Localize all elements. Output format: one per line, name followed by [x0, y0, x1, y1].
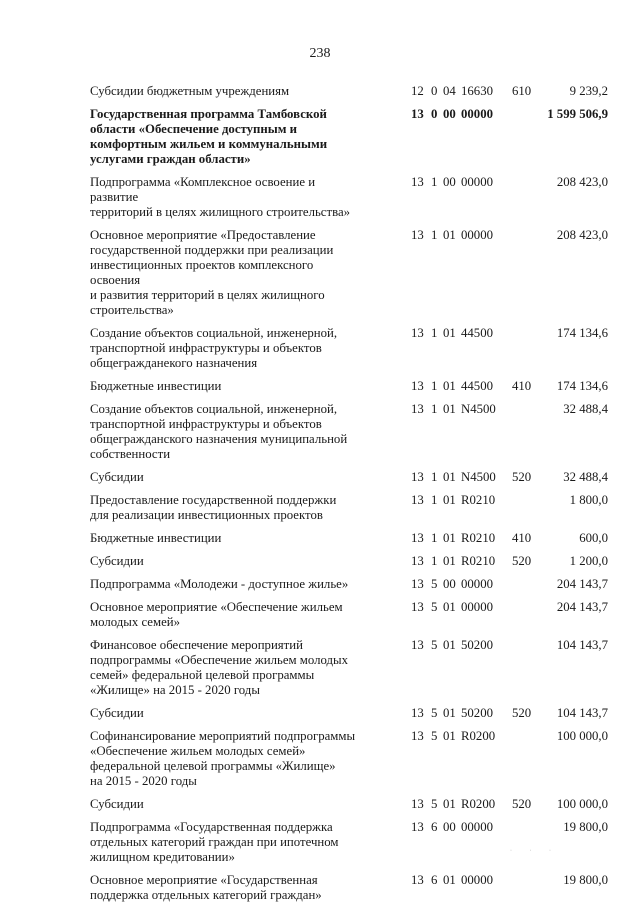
code-measure: 01 — [443, 554, 456, 568]
row-name: Государственная программа Тамбовской области «Обеспечение доступным и комфортным жильем и коммунальными услугами граждан области» — [90, 107, 328, 166]
code-subprogram: 6 — [431, 873, 438, 887]
budget-row — [90, 706, 608, 721]
code-measure: 01 — [443, 797, 456, 811]
code-expense-type: 610 — [512, 84, 532, 98]
row-code — [411, 107, 540, 122]
code-measure: 01 — [443, 470, 456, 484]
code-direction: 00000 — [461, 600, 493, 614]
row-name: Создание объектов социальной, инженерной, транспортной инфраструктуры и объектов общегражданского назначения муниципальной собственности — [90, 402, 348, 461]
row-amount: 32 488,4 — [563, 470, 608, 484]
code-program: 13 — [411, 493, 424, 507]
budget-row — [90, 379, 608, 394]
row-name: Подпрограмма «Молодежи - доступное жилье» — [90, 577, 349, 591]
code-direction: 44500 — [461, 379, 493, 393]
row-code — [411, 228, 540, 243]
row-name: Субсидии бюджетным учреждениям — [90, 84, 290, 98]
budget-row — [90, 326, 608, 371]
budget-row — [90, 175, 608, 220]
row-code — [411, 638, 540, 653]
row-name: Субсидии — [90, 797, 144, 811]
code-measure: 01 — [443, 326, 456, 340]
budget-row — [90, 107, 608, 167]
code-measure: 04 — [443, 84, 456, 98]
code-program: 13 — [411, 638, 424, 652]
code-program: 13 — [411, 379, 424, 393]
code-measure: 01 — [443, 873, 456, 887]
code-program: 13 — [411, 470, 424, 484]
code-program: 13 — [411, 402, 424, 416]
budget-row — [90, 402, 608, 462]
budget-row — [90, 873, 608, 903]
row-amount: 600,0 — [579, 531, 608, 545]
code-direction: R0210 — [461, 554, 496, 568]
code-subprogram: 1 — [431, 531, 438, 545]
code-direction: R0200 — [461, 797, 496, 811]
code-measure: 01 — [443, 729, 456, 743]
code-program: 13 — [411, 554, 424, 568]
code-direction: 00000 — [461, 873, 493, 887]
code-program: 13 — [411, 873, 424, 887]
row-name: Подпрограмма «Государственная поддержка отдельных категорий граждан при ипотечном жилищном кредитовании» — [90, 820, 339, 864]
row-code — [411, 531, 540, 546]
code-measure: 01 — [443, 228, 456, 242]
row-code — [411, 84, 540, 99]
budget-row — [90, 493, 608, 523]
budget-row — [90, 554, 608, 569]
code-direction: 00000 — [461, 820, 493, 834]
row-name: Бюджетные инвестиции — [90, 379, 222, 393]
code-measure: 01 — [443, 493, 456, 507]
code-direction: 00000 — [461, 577, 493, 591]
code-measure: 01 — [443, 706, 456, 720]
code-measure: 01 — [443, 531, 456, 545]
row-name: Субсидии — [90, 554, 144, 568]
code-direction: 44500 — [461, 326, 493, 340]
budget-row — [90, 600, 608, 630]
code-program: 13 — [411, 175, 424, 189]
budget-row — [90, 820, 608, 865]
row-code — [411, 577, 540, 592]
code-subprogram: 0 — [431, 107, 438, 121]
code-measure: 01 — [443, 379, 456, 393]
code-subprogram: 1 — [431, 470, 438, 484]
row-name: Основное мероприятие «Предоставление государственной поддержки при реализации инвестиционных проектов комплексного освоения и развития территорий в целях жилищного строительства» — [90, 228, 334, 317]
row-amount: 19 800,0 — [563, 820, 608, 834]
code-program: 12 — [411, 84, 424, 98]
code-subprogram: 0 — [431, 84, 438, 98]
code-direction: R0200 — [461, 729, 496, 743]
code-expense-type: 410 — [512, 531, 532, 545]
row-code — [411, 600, 540, 615]
row-amount: 208 423,0 — [556, 175, 608, 189]
row-name: Основное мероприятие «Государственная поддержка отдельных категорий граждан» — [90, 873, 322, 902]
row-code — [411, 729, 540, 744]
row-code — [411, 706, 540, 721]
code-program: 13 — [411, 729, 424, 743]
code-direction: 00000 — [461, 228, 493, 242]
code-subprogram: 5 — [431, 577, 438, 591]
row-amount: 174 134,6 — [556, 326, 608, 340]
row-name: Финансовое обеспечение мероприятий подпрограммы «Обеспечение жильем молодых семей» федеральной целевой программы «Жилище» на 2015 - 2020 годы — [90, 638, 349, 697]
row-code — [411, 402, 540, 417]
code-program: 13 — [411, 228, 424, 242]
code-subprogram: 5 — [431, 797, 438, 811]
row-amount: 9 239,2 — [569, 84, 608, 98]
code-measure: 00 — [443, 107, 456, 121]
code-program: 13 — [411, 326, 424, 340]
budget-row — [90, 729, 608, 789]
code-program: 13 — [411, 706, 424, 720]
row-amount: 104 143,7 — [556, 638, 608, 652]
row-code — [411, 554, 540, 569]
code-subprogram: 1 — [431, 228, 438, 242]
budget-row — [90, 470, 608, 485]
row-name: Бюджетные инвестиции — [90, 531, 222, 545]
code-measure: 01 — [443, 638, 456, 652]
code-subprogram: 5 — [431, 600, 438, 614]
code-program: 13 — [411, 107, 424, 121]
row-amount: 1 599 506,9 — [547, 107, 608, 121]
budget-row — [90, 638, 608, 698]
code-expense-type: 520 — [512, 706, 532, 720]
code-subprogram: 1 — [431, 402, 438, 416]
row-code — [411, 326, 540, 341]
row-amount: 204 143,7 — [556, 600, 608, 614]
code-direction: 50200 — [461, 706, 493, 720]
code-direction: N4500 — [461, 470, 496, 484]
row-name: Предоставление государственной поддержки для реализации инвестиционных проектов — [90, 493, 337, 522]
scan-artifact: · · · — [510, 848, 559, 854]
row-code — [411, 379, 540, 394]
code-direction: N4500 — [461, 402, 496, 416]
code-direction: 00000 — [461, 107, 493, 121]
row-name: Создание объектов социальной, инженерной, транспортной инфраструктуры и объектов общегражданекого назначения — [90, 326, 338, 370]
row-code — [411, 470, 540, 485]
row-code — [411, 873, 540, 888]
code-measure: 00 — [443, 577, 456, 591]
code-direction: R0210 — [461, 531, 496, 545]
budget-row — [90, 577, 608, 592]
code-subprogram: 5 — [431, 729, 438, 743]
row-amount: 208 423,0 — [556, 228, 608, 242]
row-code — [411, 175, 540, 190]
code-expense-type: 520 — [512, 470, 532, 484]
page-number: 238 — [309, 46, 331, 61]
code-subprogram: 1 — [431, 379, 438, 393]
row-name: Софинансирование мероприятий подпрограммы «Обеспечение жильем молодых семей» федеральной целевой программы «Жилище» на 2015 - 2020 годы — [90, 729, 356, 788]
code-measure: 00 — [443, 175, 456, 189]
code-subprogram: 1 — [431, 493, 438, 507]
row-code — [411, 820, 540, 835]
code-expense-type: 520 — [512, 797, 532, 811]
code-expense-type: 520 — [512, 554, 532, 568]
row-amount: 104 143,7 — [556, 706, 608, 720]
budget-row — [90, 797, 608, 812]
code-direction: 00000 — [461, 175, 493, 189]
code-program: 13 — [411, 577, 424, 591]
code-subprogram: 5 — [431, 706, 438, 720]
code-expense-type: 410 — [512, 379, 532, 393]
row-amount: 100 000,0 — [556, 797, 608, 811]
row-name: Подпрограмма «Комплексное освоение и развитие территорий в целях жилищного строительства» — [90, 175, 351, 219]
code-subprogram: 1 — [431, 326, 438, 340]
row-name: Субсидии — [90, 470, 144, 484]
code-subprogram: 5 — [431, 638, 438, 652]
row-amount: 1 800,0 — [569, 493, 608, 507]
code-program: 13 — [411, 531, 424, 545]
budget-row — [90, 228, 608, 318]
row-name: Основное мероприятие «Обеспечение жильем молодых семей» — [90, 600, 343, 629]
row-amount: 174 134,6 — [556, 379, 608, 393]
row-amount: 100 000,0 — [556, 729, 608, 743]
code-measure: 00 — [443, 820, 456, 834]
row-amount: 32 488,4 — [563, 402, 608, 416]
code-measure: 01 — [443, 402, 456, 416]
code-direction: R0210 — [461, 493, 496, 507]
code-program: 13 — [411, 600, 424, 614]
row-amount: 1 200,0 — [569, 554, 608, 568]
budget-table — [90, 84, 608, 911]
budget-row — [90, 84, 608, 99]
budget-row — [90, 531, 608, 546]
row-code — [411, 797, 540, 812]
code-direction: 50200 — [461, 638, 493, 652]
code-direction: 16630 — [461, 84, 493, 98]
code-subprogram: 6 — [431, 820, 438, 834]
row-name: Субсидии — [90, 706, 144, 720]
code-program: 13 — [411, 820, 424, 834]
code-subprogram: 1 — [431, 554, 438, 568]
code-measure: 01 — [443, 600, 456, 614]
row-amount: 204 143,7 — [556, 577, 608, 591]
code-program: 13 — [411, 797, 424, 811]
row-amount: 19 800,0 — [563, 873, 608, 887]
code-subprogram: 1 — [431, 175, 438, 189]
row-code — [411, 493, 540, 508]
